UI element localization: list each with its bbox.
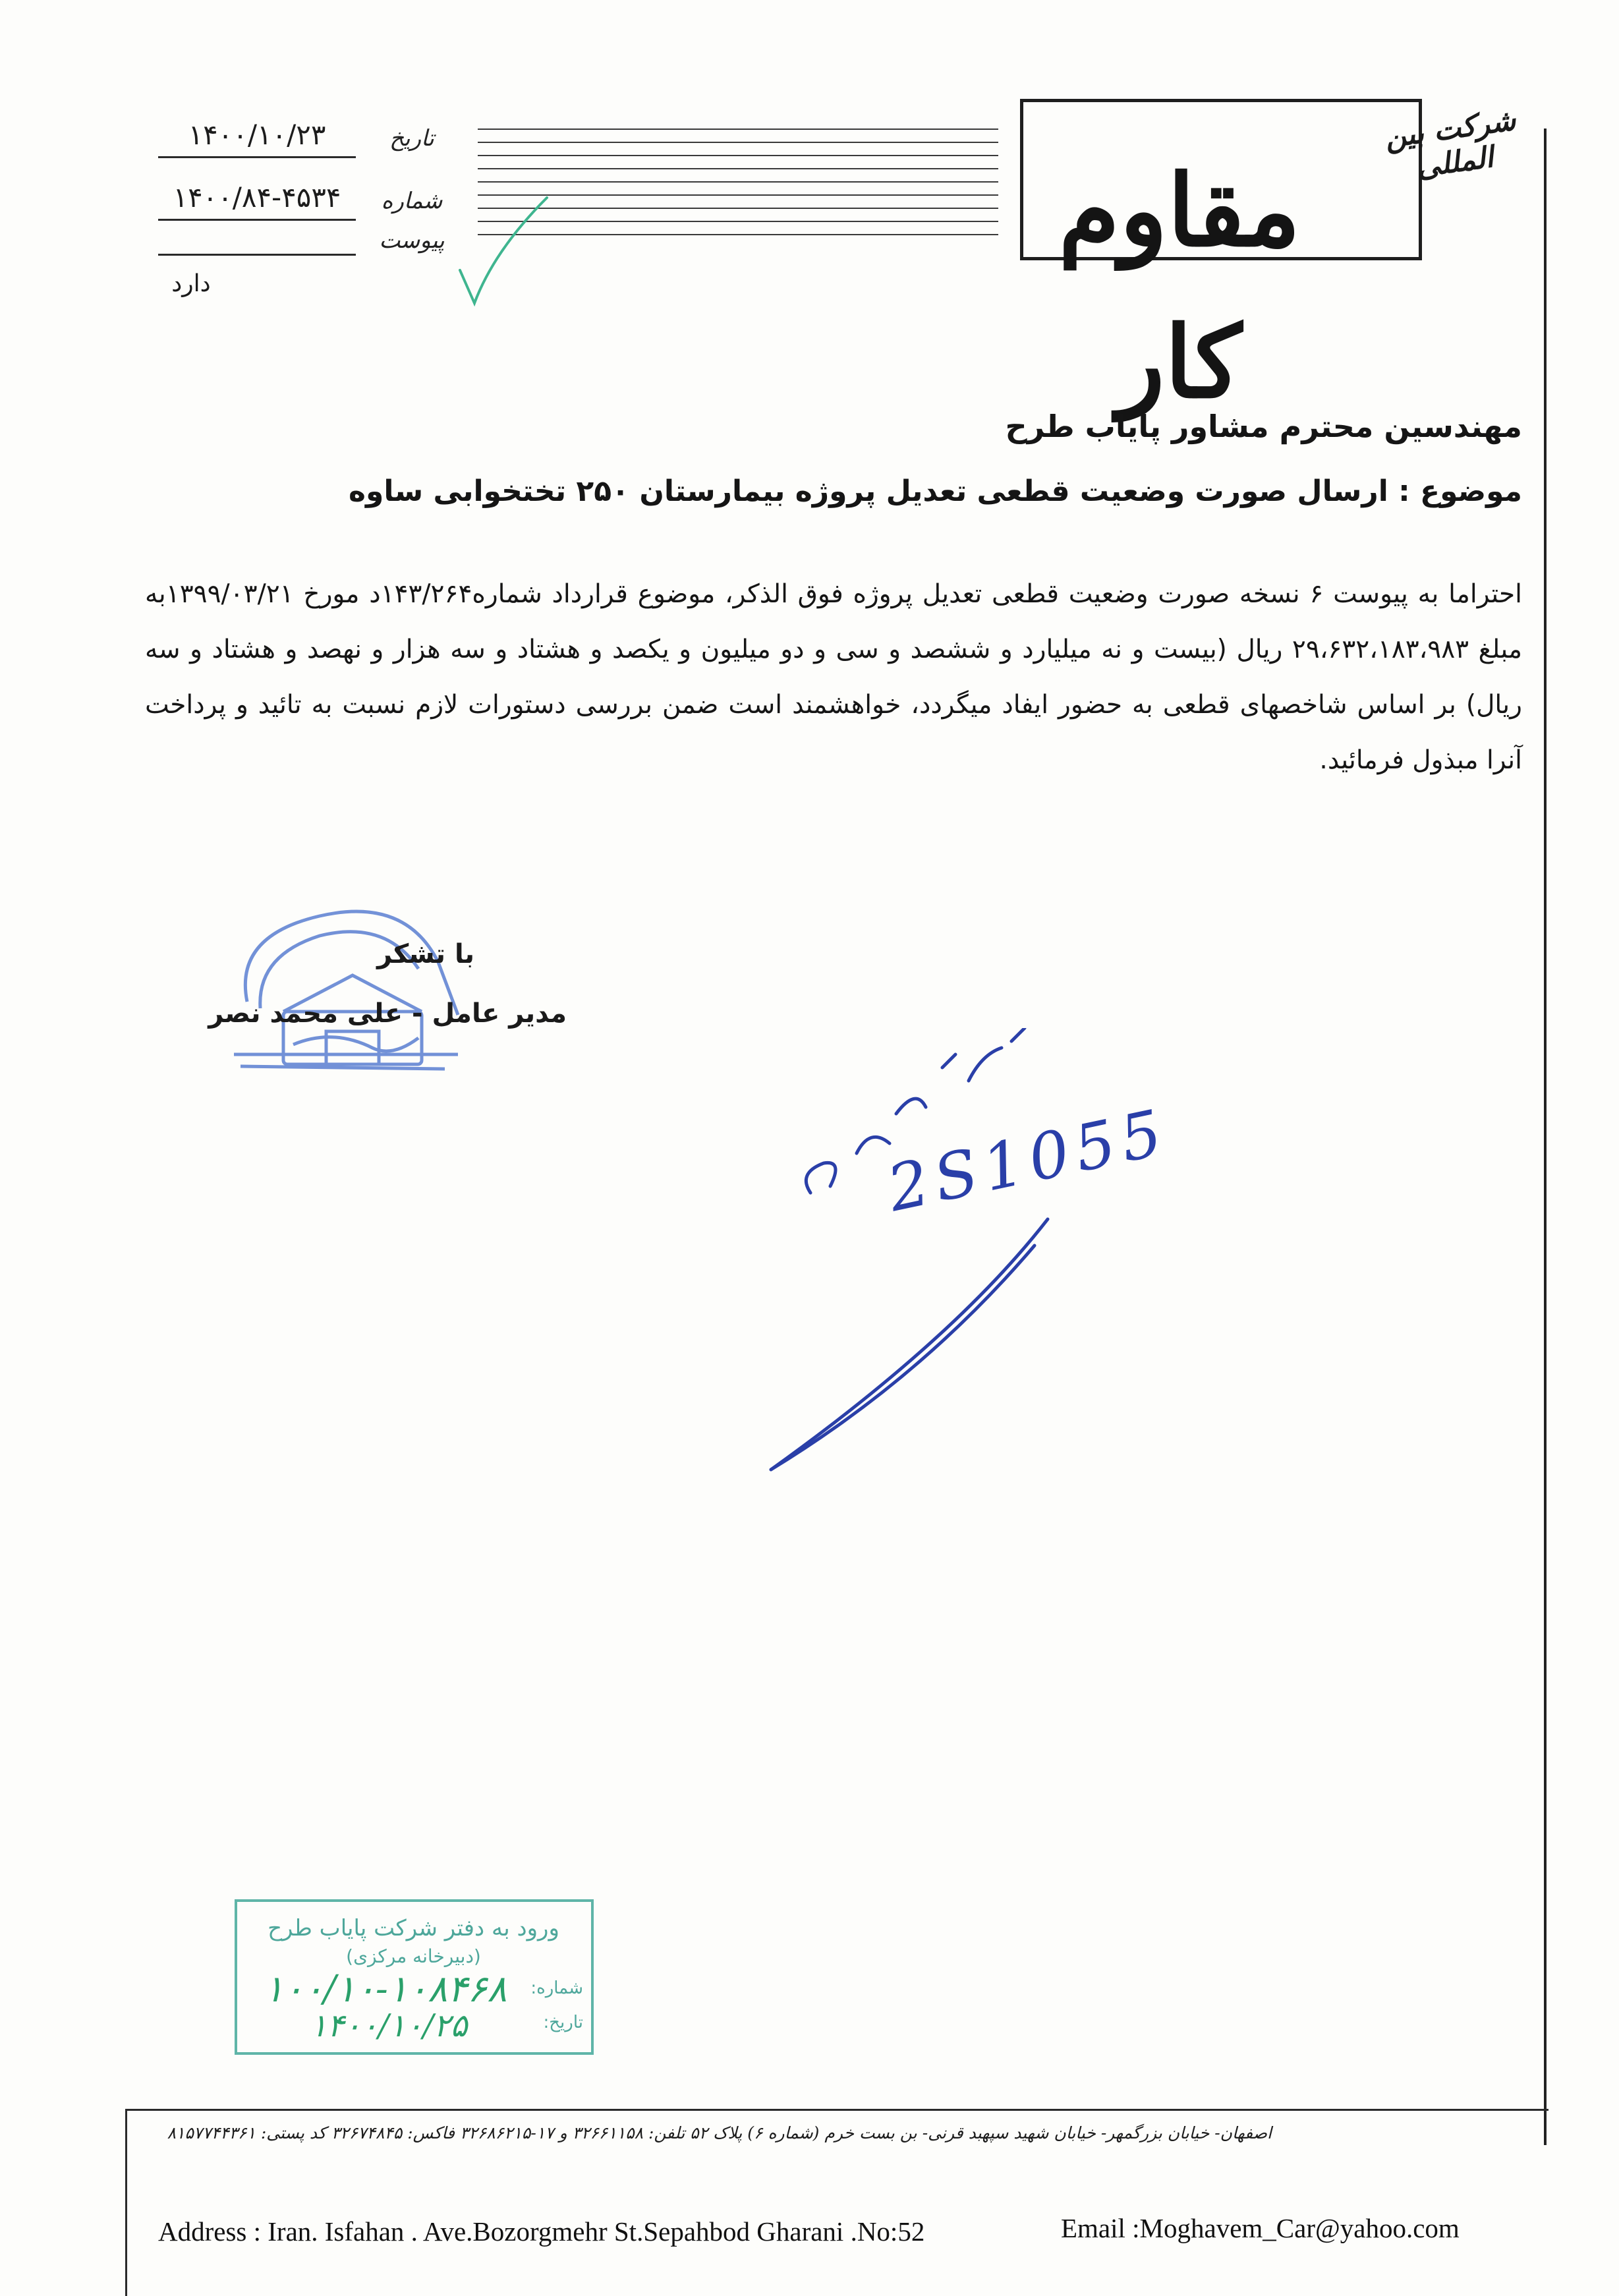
letter-body: احتراما به پیوست ۶ نسخه صورت وضعیت قطعی تعدیل پروژه فوق الذکر، موضوع قرارداد شماره۱۴۳/۲۶۴د مورخ ۱۳۹۹/۰۳/۲۱به مبلغ ۲۹،۶۳۲،۱۸۳،۹۸۳ ریال (بیست و نه میلیارد و ششصد و سی و دو میلیون و یکصد و هشتاد و سه هزار و نهصد و هشتاد و سه ریال) بر اساس شاخصهای قطعی به حضور ایفاد میگردد، خواهشمند است ضمن بررسی دستورات لازم نسبت به تائید و پرداخت آنرا مبذول فرمائید.: [145, 579, 1522, 775]
company-seal-stamp: [221, 896, 511, 1094]
handwritten-stroke: [758, 1206, 1074, 1483]
header-rule: [478, 181, 998, 183]
receipt-stamp: [235, 1899, 594, 2055]
handwritten-number: 2S1055: [881, 1095, 1175, 1226]
closing-phrase: با تشکر: [377, 939, 474, 969]
letter-date: ۱۴۰۰/۱۰/۲۳: [188, 119, 326, 151]
header-rule: [478, 208, 998, 209]
check-mark-icon: [448, 191, 554, 310]
receipt-date-value: ۱۴۰۰/۱۰/۲۵: [310, 2007, 468, 2044]
right-margin-rule: [1544, 129, 1547, 2145]
receipt-stamp-subtitle: (دبیرخانه مرکزی): [346, 1945, 481, 1967]
header-rule: [478, 234, 998, 235]
attachment-note: دارد: [171, 270, 211, 297]
header-rule: [478, 168, 998, 169]
header-rule: [478, 155, 998, 156]
number-label: شماره: [381, 188, 443, 214]
receipt-number-value: ۱۰۰/۱۰-۱۰۸۴۶۸: [264, 1968, 507, 2011]
date-label: تاریخ: [389, 125, 434, 152]
footer-english-address: Address : Iran. Isfahan . Ave.Bozorgmehr St.Sepahbod Gharani .No:52: [158, 2216, 925, 2247]
receipt-number-label: شماره:: [530, 1978, 583, 1998]
letter-number: ۱۴۰۰/۸۴-۴۵۳۴: [173, 181, 341, 214]
footer-persian-address: اصفهان- خیابان بزرگمهر- خیابان شهید سپهبد قرنی- بن بست خرم (شماره ۶) پلاک ۵۲ تلفن: ۳۲۶۶۱۱۵۸ و ۱۷-۳۲۶۸۶۲۱۵ فاکس: ۳۲۶۷۴۸۴۵ کد پستی: ۸۱۵۷۷۴۴۳۶۱: [167, 2123, 1272, 2142]
number-underline: [158, 219, 356, 221]
receipt-date-label: تاریخ:: [543, 2013, 583, 2032]
header-rule: [478, 221, 998, 222]
recipient-line: مهندسین محترم مشاور پایاب طرح: [1005, 409, 1522, 444]
date-underline: [158, 156, 356, 158]
subject-line: موضوع : ارسال صورت وضعیت قطعی تعدیل پروژه بیمارستان ۲۵۰ تختخوابی ساوه: [349, 474, 1522, 508]
company-logo-name: مقاوم کار: [1058, 153, 1301, 420]
header-rule: [478, 129, 998, 130]
attachment-underline: [158, 254, 356, 256]
company-logo-prefix: شرکت بین المللی: [1382, 103, 1518, 185]
receipt-stamp-title: ورود به دفتر شرکت پایاب طرح: [268, 1915, 559, 1941]
signatory-name: مدیر عامل - علی محمد نصر: [208, 998, 567, 1029]
attachment-label: پیوست: [379, 227, 445, 254]
footer-email: Email :Moghavem_Car@yahoo.com: [1061, 2213, 1460, 2243]
header-rule: [478, 142, 998, 143]
header-rule: [478, 194, 998, 196]
